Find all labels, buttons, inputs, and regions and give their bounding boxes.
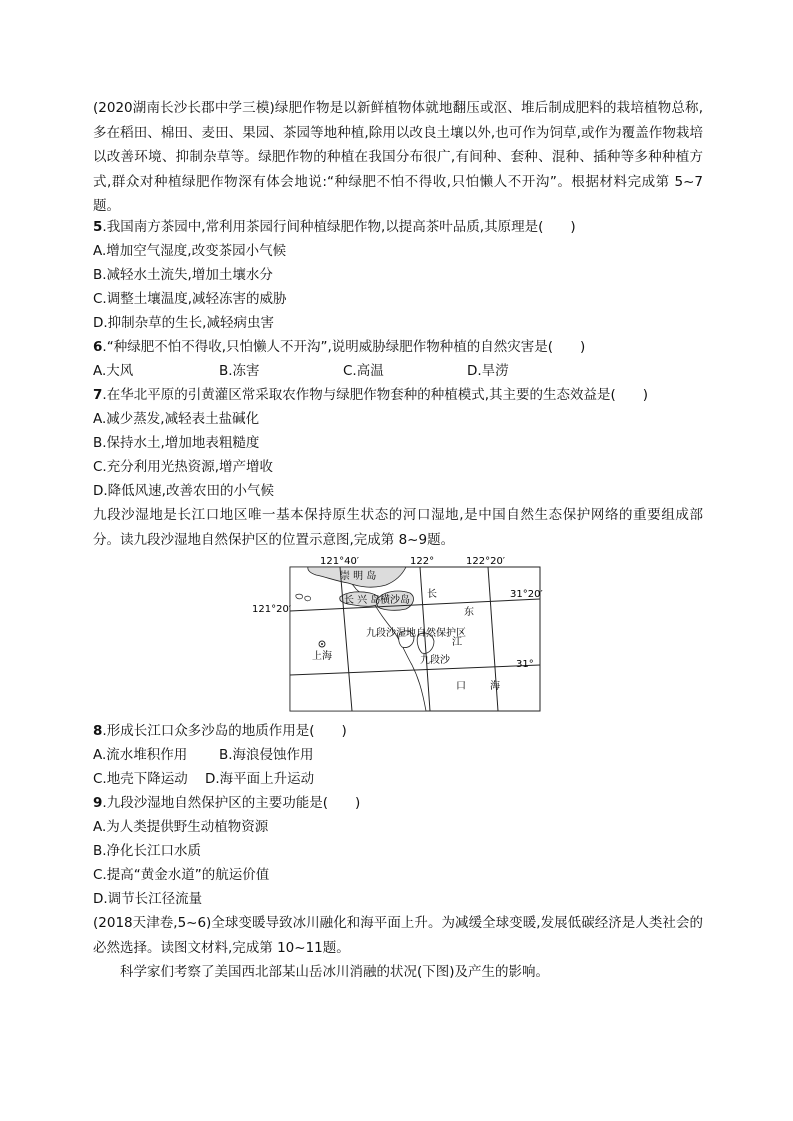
q9-option-b: B.净化长江口水质 [93,843,202,859]
lat-label-31: 31° [516,659,534,670]
label-shanghai: 上海 [312,651,332,662]
intro-paragraph-green-manure: (2020湖南长沙长郡中学三模)绿肥作物是以新鲜植物体就地翻压或沤、堆后制成肥料的栽培植物总称,多在稻田、棉田、麦田、果园、茶园等地种植,除用以改良土壤以外,也可作为饲草,或作为覆盖作物栽培以改善环境、抑制杂草等。绿肥作物的种植在我国分布很广,有间种、套种、混种、插种等多种种植方式,群众对种植绿肥作物深有体会地说:“种绿肥不怕不得收,只怕懒人不开沟”。根据材料完成第 5~7题。 [93,100,703,214]
question-number: 5 [93,219,103,235]
q8-option-d: D.海平面上升运动 [205,771,315,787]
lat-label-31-20: 31°20′ [510,589,543,600]
jiuduansha-location-map [252,555,544,717]
sea-char-kou: 口 [456,681,466,692]
question-text: .形成长江口众多沙岛的地质作用是( ) [102,723,347,739]
q7-option-b: B.保持水土,增加地表粗糙度 [93,435,260,451]
q5-option-d: D.抑制杂草的生长,减轻病虫害 [93,315,274,331]
question-text: .九段沙湿地自然保护区的主要功能是( ) [102,795,361,811]
question-text: .“种绿肥不怕不得收,只怕懒人不开沟”,说明威胁绿肥作物种植的自然灾害是( ) [102,339,586,355]
question-number: 9 [93,795,103,811]
q8-option-a: A.流水堆积作用 [93,747,188,763]
label-reserve: 九段沙湿地自然保护区 [366,628,466,639]
q5-option-a: A.增加空气湿度,改变茶园小气候 [93,243,287,259]
sea-char-hai: 海 [490,681,500,692]
sea-char-dong: 东 [464,607,474,618]
q5-option-c: C.调整土壤温度,减轻冻害的威胁 [93,291,287,307]
map-figure [252,555,544,717]
question-number: 8 [93,723,103,739]
q9-option-c: C.提高“黄金水道”的航运价值 [93,867,270,883]
question-text: .我国南方茶园中,常利用茶园行间种植绿肥作物,以提高茶叶品质,其原理是( ) [102,219,576,235]
question-6-stem [93,338,585,356]
q9-option-d: D.调节长江径流量 [93,891,203,907]
q6-option-b: B.冻害 [219,363,260,379]
q6-option-c: C.高温 [343,363,384,379]
sea-char-jiang: 江 [452,637,462,648]
intro-paragraph-global-warming: (2018天津卷,5~6)全球变暖导致冰川融化和海平面上升。为减缓全球变暖,发展低碳经济是人类社会的必然选择。读图文材料,完成第 10~11题。 [93,915,703,956]
question-number: 6 [93,339,103,355]
lon-label-122: 122° [410,556,435,567]
question-5-stem [93,218,576,236]
q8-option-c: C.地壳下降运动 [93,771,188,787]
question-7-stem [93,386,648,404]
question-number: 7 [93,387,103,403]
label-chongming: 崇 明 岛 [340,571,377,582]
q8-option-b: B.海浪侵蚀作用 [219,747,314,763]
q7-option-a: A.减少蒸发,减轻表土盐碱化 [93,411,260,427]
q6-option-d: D.旱涝 [467,363,509,379]
q5-option-b: B.减轻水土流失,增加土壤水分 [93,267,273,283]
lat-label-121-20: 121°20′ [252,604,292,615]
q7-option-c: C.充分利用光热资源,增产增收 [93,459,274,475]
label-hengsha: 横沙岛 [380,595,410,606]
intro-paragraph-jiuduansha: 九段沙湿地是长江口地区唯一基本保持原生状态的河口湿地,是中国自然生态保护网络的重要组成部分。读九段沙湿地自然保护区的位置示意图,完成第 8~9题。 [93,507,703,548]
intro-paragraph-glacier: 科学家们考察了美国西北部某山岳冰川消融的状况(下图)及产生的影响。 [120,964,550,980]
label-jiuduansha: 九段沙 [420,655,450,666]
label-changxing: 长 兴 岛 [344,595,381,606]
question-9-stem [93,794,360,812]
q6-option-a: A.大风 [93,363,134,379]
q9-option-a: A.为人类提供野生动植物资源 [93,819,269,835]
lon-label-121-40: 121°40′ [320,556,360,567]
sea-char-chang: 长 [427,589,437,600]
lon-label-122-20: 122°20′ [466,556,506,567]
q7-option-d: D.降低风速,改善农田的小气候 [93,483,274,499]
question-text: .在华北平原的引黄灌区常采取农作物与绿肥作物套种的种植模式,其主要的生态效益是( ) [102,387,649,403]
question-8-stem [93,722,347,740]
